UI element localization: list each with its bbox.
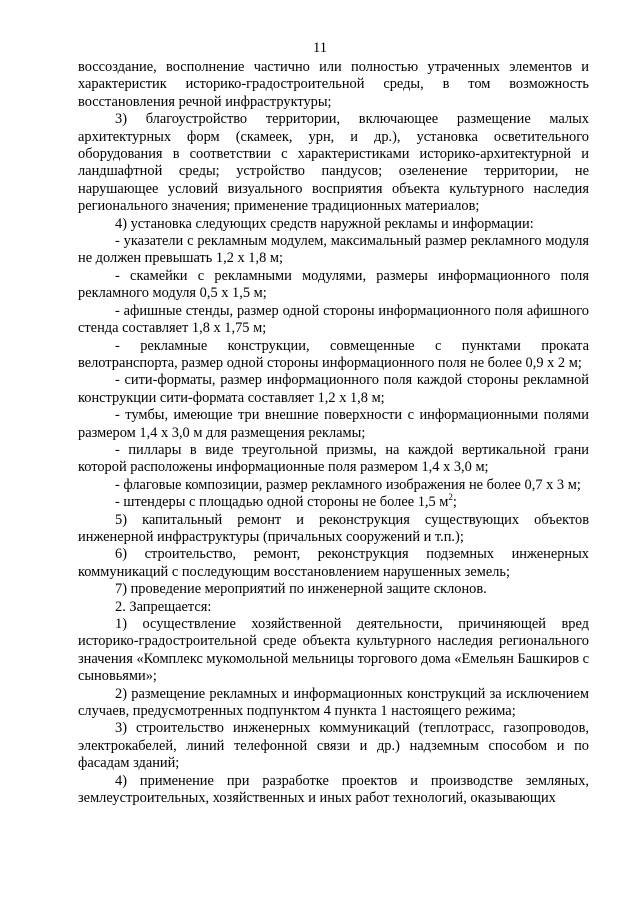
paragraph: [78, 372, 589, 407]
paragraph-text: 7) проведение мероприятий по инженерной защите склонов.: [115, 581, 487, 598]
paragraph: [78, 59, 589, 111]
paragraph-text: - штендеры с площадью одной стороны не более 1,5 м: [115, 494, 449, 511]
paragraph-text: 3) благоустройство территории, включающее размещение малых архитектурных форм (скамеек, урн, и др.), установка осветительного оборудования в соответствии с характеристиками историко-архитектурной и ландшафтной среды; устройство пандусов; озеленение территории, не нарушающее условий визуального восприятия объекта культурного наследия регионального значения; применение традиционных материалов;: [78, 111, 589, 215]
paragraph: [78, 407, 589, 442]
paragraph: [78, 338, 589, 373]
paragraph-text: - пиллары в виде треугольной призмы, на каждой вертикальной грани которой расположены информационные поля размером 1,4 х 3,0 м;: [78, 441, 589, 476]
paragraph-text: 4) установка следующих средств наружной рекламы и информации:: [115, 215, 534, 232]
paragraph-text: 2. Запрещается:: [115, 598, 212, 615]
paragraph-text: - скамейки с рекламными модулями, размеры информационного поля рекламного модуля 0,5 х 1,5 м;: [78, 267, 589, 302]
paragraph: [78, 268, 589, 303]
paragraph-text: 2) размещение рекламных и информационных конструкций за исключением случаев, предусмотренных подпунктом 4 пункта 1 настоящего режима;: [78, 685, 589, 720]
paragraph-text: - указатели с рекламным модулем, максимальный размер рекламного модуля не должен превышать 1,2 х 1,8 м;: [78, 233, 589, 267]
paragraph: [78, 616, 589, 686]
paragraph: [78, 599, 589, 616]
paragraph-text: - сити-форматы, размер информационного поля каждой стороны рекламной конструкции сити-формата составляет 1,2 х 1,8 м;: [78, 372, 589, 406]
paragraph-text: - афишные стенды, размер одной стороны информационного поля афишного стенда составляет 1,8 х 1,75 м;: [78, 302, 589, 337]
paragraph: [78, 477, 589, 494]
paragraph-text: 5) капитальный ремонт и реконструкция существующих объектов инженерной инфраструктуры (причальных сооружений и т.п.);: [78, 511, 589, 545]
paragraph: [78, 216, 589, 233]
paragraph-text: воссоздание, восполнение частично или полностью утраченных элементов и характеристик историко-градостроительной среды, в том возможность восстановления речной инфраструктуры;: [78, 59, 589, 110]
paragraph: [78, 512, 589, 547]
paragraph-text: 3) строительство инженерных коммуникаций (теплотрасс, газопроводов, электрокабелей, линий телефонной связи и др.) надземным способом и по фасадам зданий;: [78, 720, 589, 772]
paragraph: [78, 303, 589, 338]
superscript: 2: [448, 492, 453, 503]
paragraph: [78, 442, 589, 477]
paragraph: [78, 111, 589, 215]
document-body: [78, 59, 589, 807]
paragraph: [78, 581, 589, 598]
paragraph-text: - тумбы, имеющие три внешние поверхности с информационными полями размером 1,4 х 3,0 м для размещения рекламы;: [78, 407, 589, 441]
page-number: 11: [313, 40, 327, 56]
paragraph: [78, 233, 589, 268]
paragraph-text: 1) осуществление хозяйственной деятельности, причиняющей вред историко-градостроительной среде объекта культурного наследия регионального значения «Комплекс мукомольной мельницы торгового дома «Емельян Башкиров с сыновьями»;: [78, 616, 590, 685]
paragraph: [78, 546, 589, 581]
paragraph-text: - рекламные конструкции, совмещенные с пунктами проката велотранспорта, размер одной стороны информационного поля не более 0,9 х 2 м;: [78, 337, 589, 371]
paragraph: [78, 686, 589, 721]
paragraph-text: 6) строительство, ремонт, реконструкция подземных инженерных коммуникаций с последующим восстановлением нарушенных земель;: [78, 546, 589, 580]
paragraph: [78, 494, 589, 511]
paragraph-tail: ;: [452, 494, 457, 511]
paragraph-text: 4) применение при разработке проектов и производстве земляных, землеустроительных, хозяйственных и иных работ технологий, оказывающих: [78, 772, 589, 807]
paragraph: [78, 720, 589, 772]
paragraph-text: - флаговые композиции, размер рекламного изображения не более 0,7 х 3 м;: [115, 476, 581, 493]
paragraph: [78, 773, 589, 808]
